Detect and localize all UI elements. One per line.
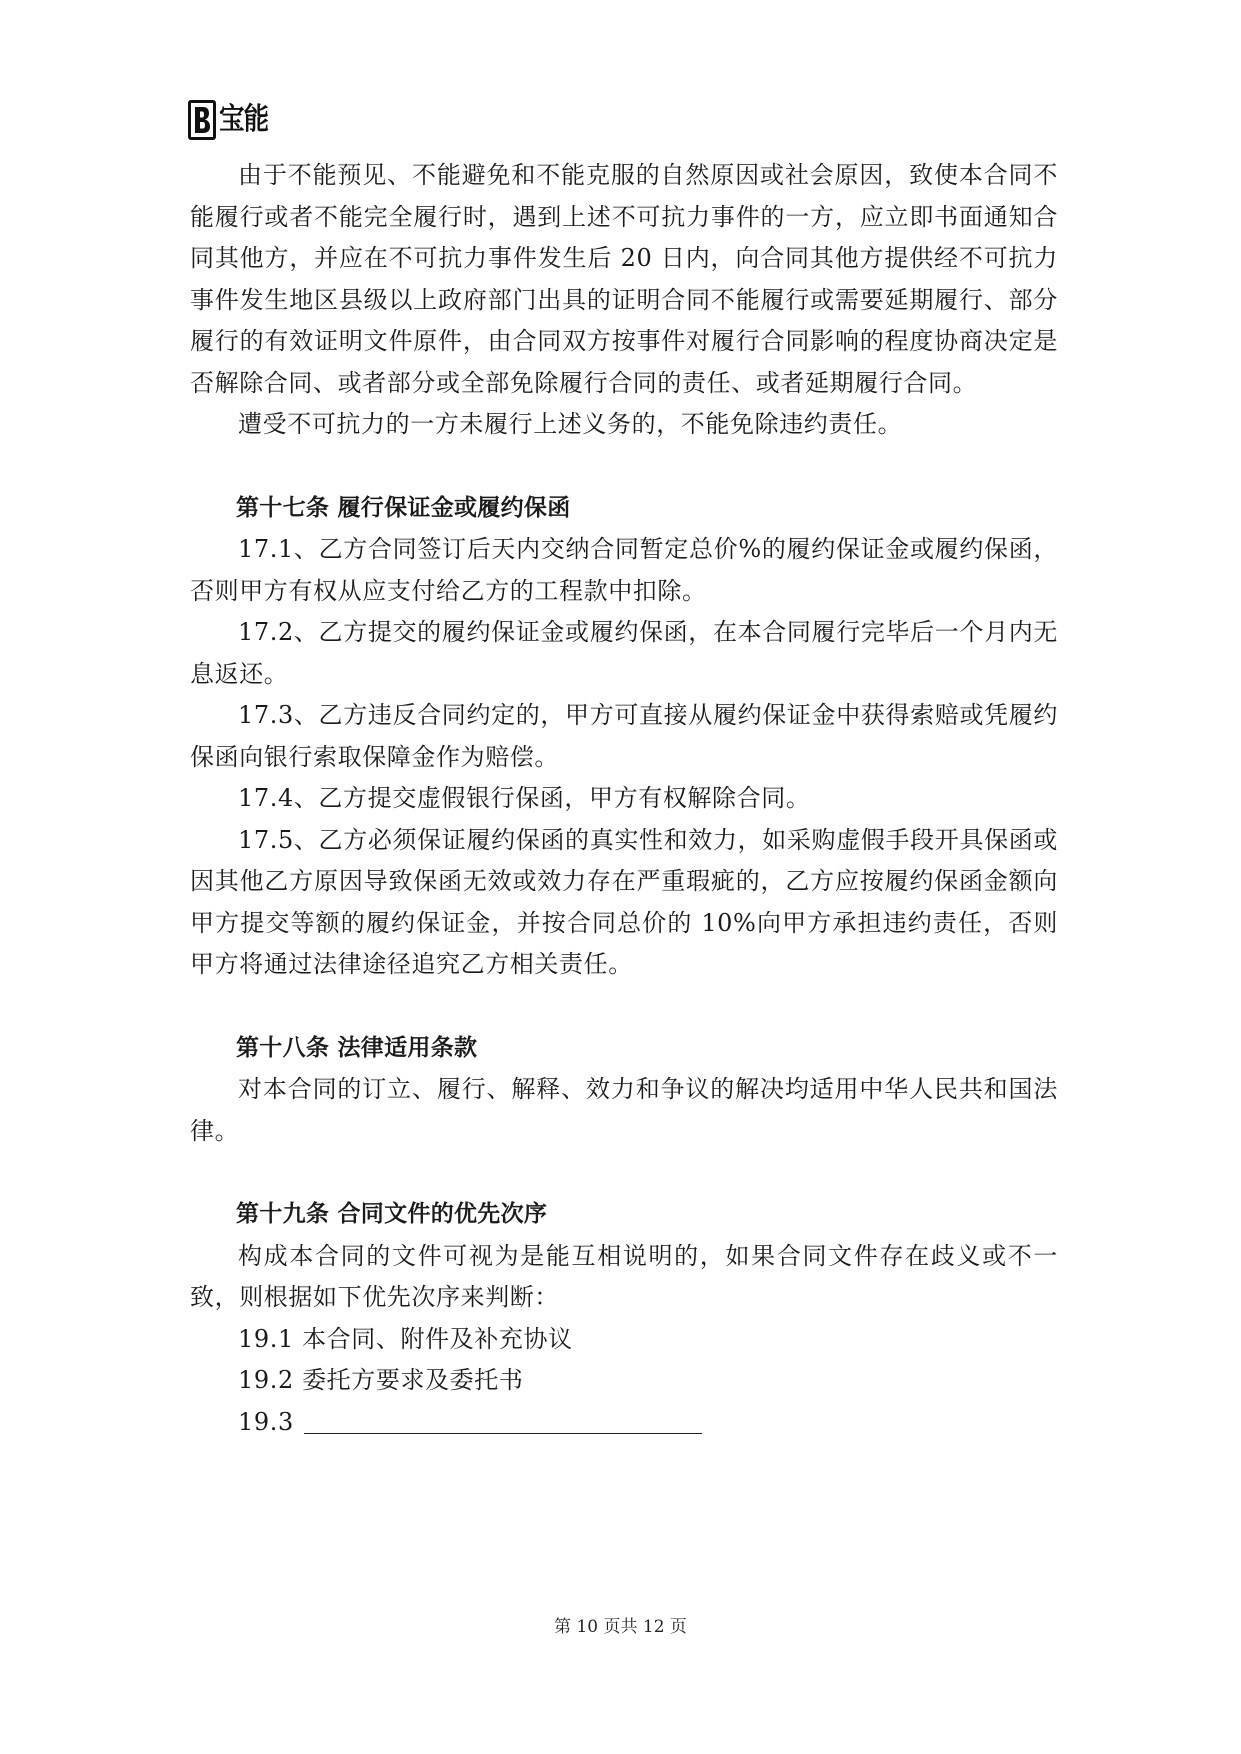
logo-b-mark [188,100,216,140]
section-18-heading: 第十八条 法律适用条款 [236,1034,478,1061]
logo-text: 宝能 [219,102,269,137]
section-19-item: 19.1 本合同、附件及补充协议 [238,1324,573,1353]
section-17-item: 17.4、乙方提交虚假银行保函，甲方有权解除合同。 [238,784,811,812]
section-19-item: 19.2 委托方要求及委托书 [238,1366,524,1394]
section-19-intro: 构成本合同的文件可视为是能互相说明的，如果合同文件存在歧义或不一致，则根据如下优先次序来判断： [190,1241,1058,1311]
section-17-item: 17.3、乙方违反合同约定的，甲方可直接从履约保证金中获得索赔或凭履约保函向银行索取保障金作为赔偿。 [190,701,1058,771]
section-17-heading: 第十七条 履行保证金或履约保函 [236,494,571,521]
fill-in-blank-line [304,1411,702,1434]
section-19-item-blank [190,1402,1058,1444]
section-19-heading: 第十九条 合同文件的优先次序 [236,1201,548,1227]
page-number: 第 10 页共 12 页 [554,1617,687,1637]
section-18-text: 对本合同的订立、履行、解释、效力和争议的解决均适用中华人民共和国法律。 [190,1075,1058,1145]
company-logo [188,98,277,142]
force-majeure-paragraph: 由于不能预见、不能避免和不能克服的自然原因或社会原因，致使本合同不能履行或者不能完全履行时，遇到上述不可抗力事件的一方，应立即书面通知合同其他方，并应在不可抗力事件发生后 20 日内，向合同其他方提供经不可抗力事件发生地区县级以上政府部门出具的证明合同不能履行或需要延期履行、部分履行的有效证明文件原件，由合同双方按事件对履行合同影响的程度协商决定是否解除合同、或者部分或全部免除履行合同的责任、或者延期履行合同。 [190,161,1058,397]
section-17-item: 17.1、乙方合同签订后天内交纳合同暂定总价%的履约保证金或履约保函，否则甲方有权从应支付给乙方的工程款中扣除。 [190,535,1058,605]
section-17-item: 17.5、乙方必须保证履约保函的真实性和效力，如采购虚假手段开具保函或因其他乙方原因导致保函无效或效力存在严重瑕疵的，乙方应按履约保函金额向甲方提交等额的履约保证金，并按合同总价的 10%向甲方承担违约责任，否则甲方将通过法律途径追究乙方相关责任。 [190,825,1058,978]
force-majeure-paragraph-2: 遭受不可抗力的一方未履行上述义务的，不能免除违约责任。 [238,410,903,438]
logo-b-icon [193,106,211,134]
section-19-item-number: 19.3 [238,1407,294,1436]
document-body [190,155,1058,1443]
section-17-item: 17.2、乙方提交的履约保证金或履约保函，在本合同履行完毕后一个月内无息返还。 [190,618,1058,688]
